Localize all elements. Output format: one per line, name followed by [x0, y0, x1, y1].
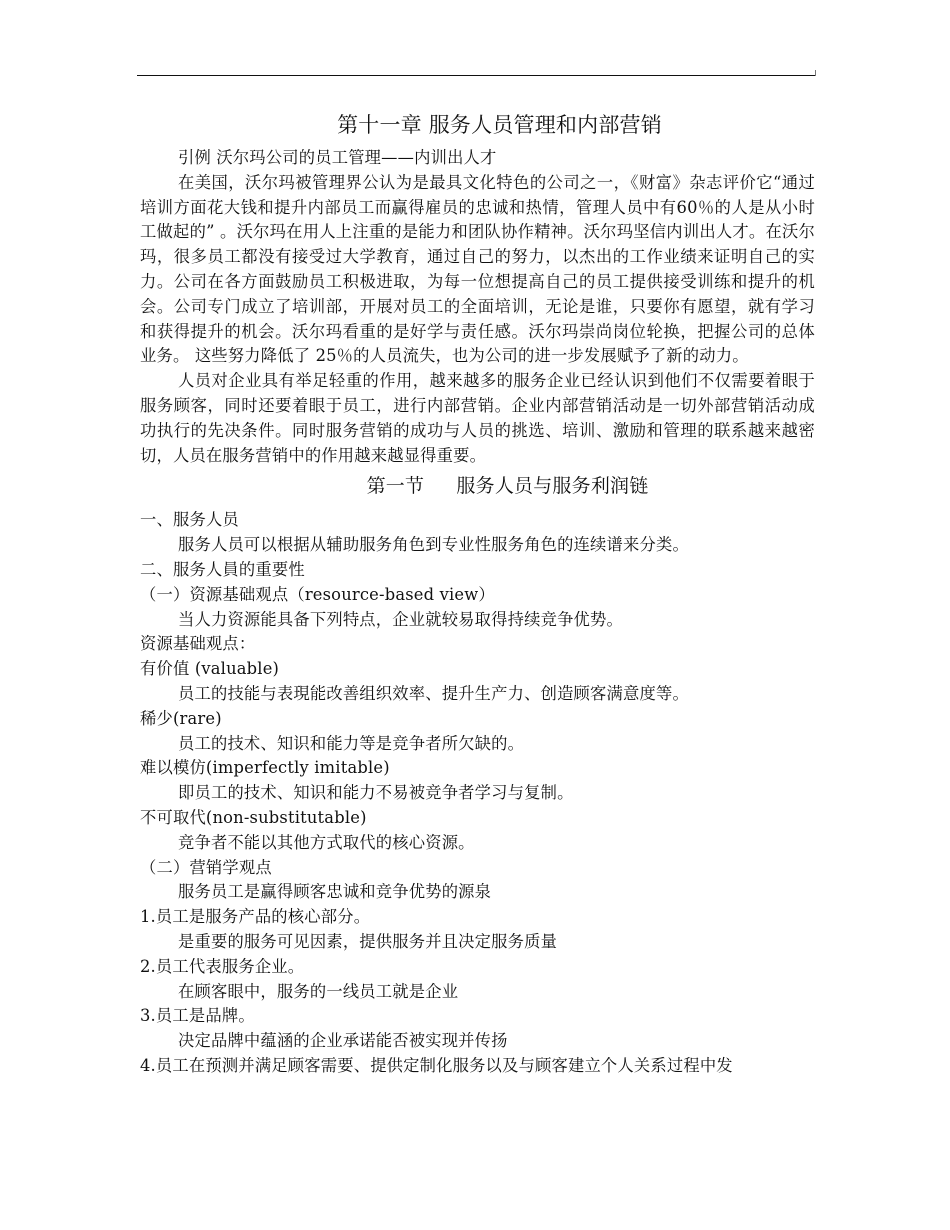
text-line: 决定品牌中蕴涵的企业承诺能否被实现并传扬 — [178, 1031, 508, 1051]
text-line: 有价值 (valuable) — [140, 659, 280, 679]
text-line: 当人力资源能具备下列特点，企业就较易取得持续竞争优势。 — [178, 609, 623, 629]
header-rule-mark — [815, 70, 816, 76]
text-line: 一、服务人员 — [140, 510, 239, 530]
text-line: 1.员工是服务产品的核心部分。 — [140, 907, 371, 927]
text-line: 竞争者不能以其他方式取代的核心资源。 — [178, 832, 475, 852]
text-line: 不可取代(non-substitutable) — [140, 807, 367, 827]
text-line: 二、服务人員的重要性 — [140, 559, 305, 579]
text-line: 稀少(rare) — [140, 708, 222, 728]
text-line: 资源基础观点： — [140, 634, 256, 654]
paragraph: 在美国，沃尔玛被管理界公认为是最具文化特色的公司之一，《财富》杂志评价它“通过培训方面花大钱和提升内部员工而赢得雇员的忠诚和热情，管理人员中有60％的人是从小时工做起的” 。沃尔玛在用人上注重的是能力和团队协作精神。沃尔玛坚信内训出人才。在沃尔玛，很多员工都没有接受过大学教育，通过自己的努力，以杰出的工作业绩来证明自己的实力。公司在各方面鼓励员工积极进取，为每一位想提高自己的员工提供接受训练和提升的机会。公司专门成立了培训部，开展对员工的全面培训，无论是谁，只要你有愿望，就有学习和获得提升的机会。沃尔玛看重的是好学与责任感。沃尔玛崇尚岗位轮换，把握公司的总体业务。 这些努力降低了 25％的人员流失，也为公司的进一步发展赋予了新的动力。 — [140, 172, 815, 366]
text-line: 即员工的技术、知识和能力不易被竞争者学习与复制。 — [178, 783, 574, 803]
document-body — [140, 108, 815, 1079]
text-line: 是重要的服务可见因素，提供服务并且决定服务质量 — [178, 931, 558, 951]
text-line: 难以模仿(imperfectly imitable) — [140, 758, 390, 778]
text-line: 3.员工是品牌。 — [140, 1006, 255, 1026]
text-line: 员工的技能与表現能改善组织效率、提升生产力、创造顾客满意度等。 — [178, 683, 689, 703]
case-title: 引例 沃尔玛公司的员工管理——内训出人才 — [178, 148, 497, 167]
text-line: 服务人员可以根据从辅助服务角色到专业性服务角色的连续谱来分类。 — [178, 535, 689, 555]
section-title: 第一节 服务人员与服务利润链 — [366, 475, 649, 498]
text-line: 服务员工是赢得顾客忠诚和竞争优势的源泉 — [178, 882, 492, 902]
chapter-title: 第十一章 服务人员管理和内部营销 — [337, 113, 662, 137]
text-line: （一）资源基础观点（resource-based view） — [140, 584, 495, 604]
text-line: 4.员工在预测并满足顾客需要、提供定制化服务以及与顾客建立个人关系过程中发 — [140, 1055, 733, 1075]
text-line: 2.员工代表服务企业。 — [140, 956, 305, 976]
text-line: （二）营销学观点 — [140, 857, 272, 877]
text-line: 在顾客眼中，服务的一线员工就是企业 — [178, 981, 459, 1001]
header-rule — [137, 75, 815, 76]
text-line: 员工的技术、知识和能力等是竞争者所欠缺的。 — [178, 733, 525, 753]
paragraph: 人员对企业具有举足轻重的作用，越来越多的服务企业已经认识到他们不仅需要着眼于服务顾客，同时还要着眼于员工，进行内部营销。企业内部营销活动是一切外部营销活动成功执行的先决条件。同时服务营销的成功与人员的挑选、培训、激励和管理的联系越来越密切，人员在服务营销中的作用越来越显得重要。 — [140, 371, 815, 465]
